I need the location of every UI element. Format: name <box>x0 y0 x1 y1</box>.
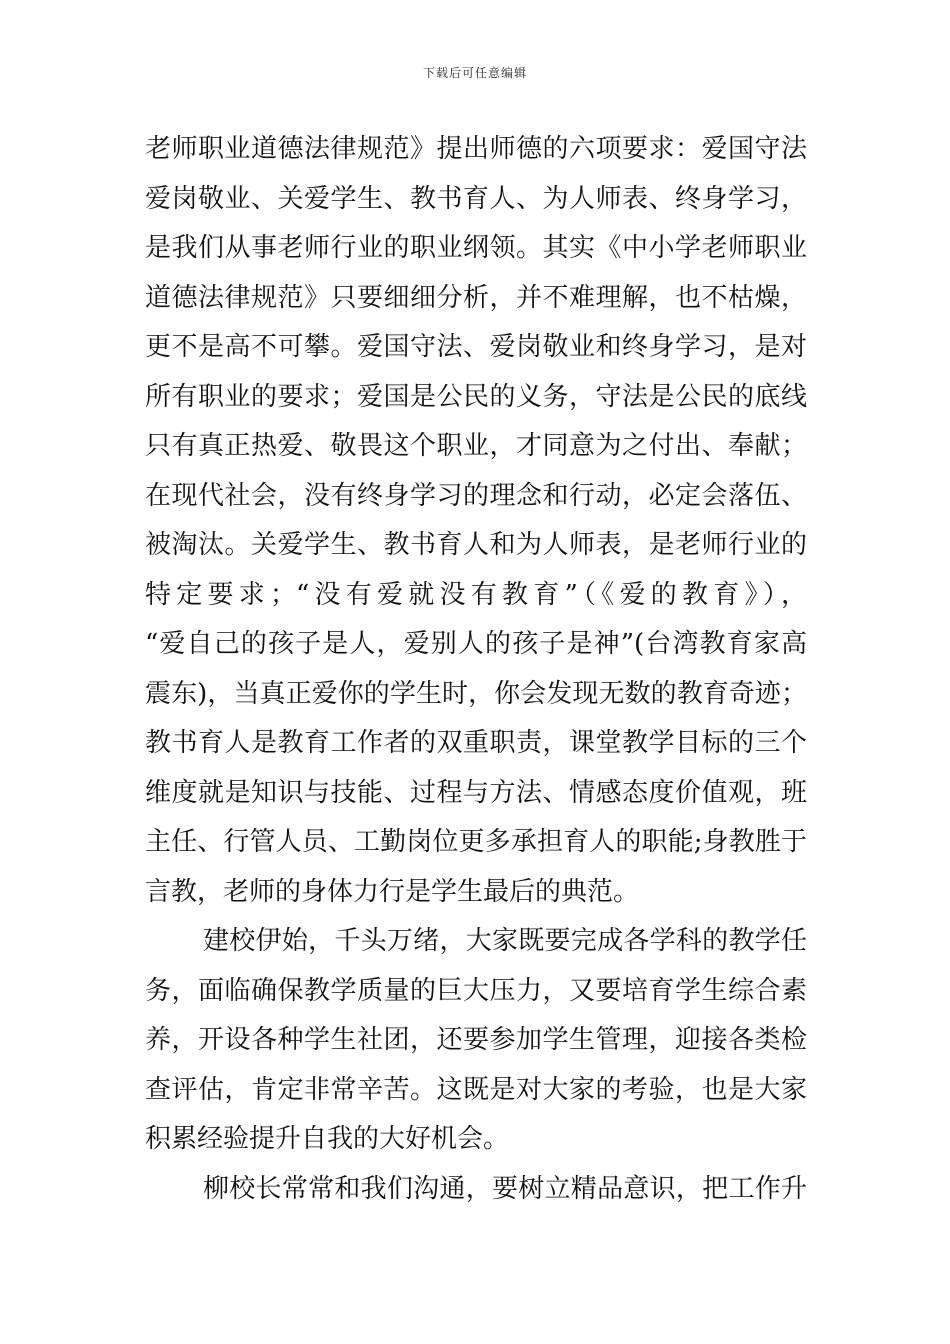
text-line: 道德法律规范》只要细细分析，并不难理解，也不枯燥， <box>145 282 807 313</box>
text-line: 特定要求；“没有爱就没有教育”（《爱的教育》）， <box>145 579 807 610</box>
paragraph-3 <box>145 1165 807 1215</box>
document-body <box>145 125 807 1214</box>
text-line: 维度就是知识与技能、过程与方法、情感态度价值观，班 <box>145 777 807 808</box>
text-line: 积累经验提升自我的大好机会。 <box>145 1124 510 1154</box>
text-line: 爱岗敬业、关爱学生、教书育人、为人师表、终身学习， <box>145 183 807 214</box>
text-line: 柳校长常常和我们沟通，要树立精品意识，把工作升 <box>203 1173 807 1204</box>
text-line: 只有真正热爱、敬畏这个职业，才同意为之付出、奉献； <box>145 431 807 461</box>
text-line: 被淘汰。关爱学生、教书育人和为人师表，是老师行业的 <box>145 530 807 560</box>
text-line: 所有职业的要求；爱国是公民的义务，守法是公民的底线 <box>145 381 807 412</box>
paragraph-2 <box>145 917 807 1165</box>
text-line: 教书育人是教育工作者的双重职责，课堂教学目标的三个 <box>145 728 807 758</box>
text-line: 是我们从事老师行业的职业纲领。其实《中小学老师职业 <box>145 233 807 263</box>
text-line: 查评估，肯定非常辛苦。这既是对大家的考验，也是大家 <box>145 1074 807 1105</box>
text-line: 言教，老师的身体力行是学生最后的典范。 <box>145 876 640 907</box>
text-line: 老师职业道德法律规范》提出师德的六项要求：爱国守法 <box>145 134 807 164</box>
text-line: “爱自己的孩子是人，爱别人的孩子是神”(台湾教育家高 <box>145 629 807 659</box>
paragraph-1 <box>145 125 807 917</box>
text-line: 震东)，当真正爱你的学生时，你会发现无数的教育奇迹； <box>145 678 807 709</box>
text-line: 养，开设各种学生社团，还要参加学生管理，迎接各类检 <box>145 1025 807 1055</box>
text-line: 主任、行管人员、工勤岗位更多承担育人的职能;身教胜于 <box>145 827 807 857</box>
page-header: 下载后可任意编辑 <box>422 66 527 80</box>
text-line: 务，面临确保教学质量的巨大压力，又要培育学生综合素 <box>145 975 807 1006</box>
text-line: 建校伊始，千头万绪，大家既要完成各学科的教学任 <box>203 926 807 956</box>
text-line: 更不是高不可攀。爱国守法、爱岗敬业和终身学习，是对 <box>145 332 807 362</box>
text-line: 在现代社会，没有终身学习的理念和行动，必定会落伍、 <box>145 480 807 511</box>
